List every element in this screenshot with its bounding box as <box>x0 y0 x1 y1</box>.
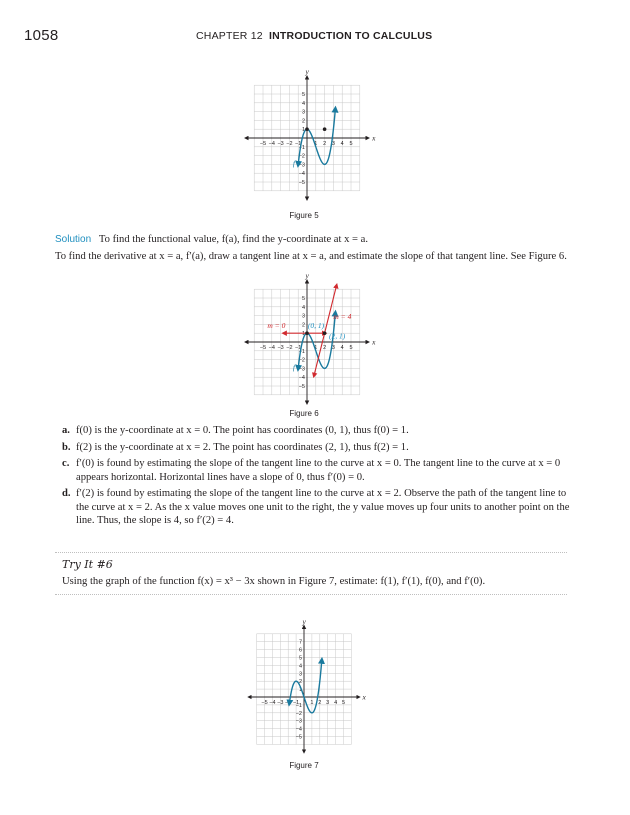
y-tick-label: −5 <box>295 734 302 741</box>
x-tick-label: −4 <box>268 345 275 351</box>
x-tick-label: −3 <box>277 700 284 706</box>
y-axis-label: y <box>302 616 306 626</box>
curve-label-f: f <box>292 363 296 373</box>
y-tick-label: 2 <box>301 322 305 329</box>
try-it-text: Using the graph of the function f(x) = x³ − 3x shown in Figure 7, estimate: f(1), f′(1), f(0), and f′(0). <box>62 576 486 587</box>
figure-5-graph <box>232 62 382 210</box>
y-tick-label: −2 <box>295 710 302 717</box>
x-tick-label: 2 <box>323 345 327 351</box>
x-tick-label: −3 <box>277 345 284 351</box>
y-tick-label: 3 <box>301 109 305 116</box>
x-tick-label: 1 <box>314 345 318 351</box>
y-axis-label: y <box>305 271 309 281</box>
x-tick-label: −3 <box>277 141 284 147</box>
y-tick-label: −3 <box>298 366 305 373</box>
figure-6-caption: Figure 6 <box>289 409 319 418</box>
y-tick-label: −3 <box>295 718 302 725</box>
point-2-1 <box>323 331 327 335</box>
try-it-bottom-rule <box>55 594 567 595</box>
y-tick-label: −5 <box>298 384 305 390</box>
item-text: f′(0) is found by estimating the slope of the tangent line to the curve at x = 0. The tangent line to the curve at x = 0 appears horizontal. Horizontal lines have a slope of 0, thus f′(0) = 0. <box>76 458 561 483</box>
y-tick-label: −4 <box>298 171 305 178</box>
y-tick-label: 2 <box>301 118 305 125</box>
y-tick-label: −4 <box>298 375 305 382</box>
y-tick-label: 1 <box>301 331 305 338</box>
y-tick-label: −2 <box>298 357 305 364</box>
x-tick-label: −4 <box>269 700 276 706</box>
list-item <box>62 457 572 484</box>
x-tick-label: −2 <box>286 141 293 147</box>
list-item <box>62 487 572 528</box>
x-tick-label: 4 <box>340 345 344 351</box>
item-label: a. <box>62 425 70 436</box>
y-tick-label: −1 <box>298 144 305 151</box>
y-axis-label: y <box>305 67 309 77</box>
x-tick-label: −1 <box>295 345 302 351</box>
point-label-0-1: (0, 1) <box>307 320 325 330</box>
try-it-title: Try It #6 <box>62 558 113 571</box>
point-2-1 <box>323 127 327 131</box>
y-tick-label: 5 <box>301 92 305 98</box>
x-tick-label: −5 <box>259 141 267 147</box>
list-item <box>62 424 572 438</box>
figure-7-caption: Figure 7 <box>289 761 319 770</box>
x-axis-label: x <box>362 692 366 702</box>
x-tick-label: −1 <box>295 141 302 147</box>
x-tick-label: 5 <box>349 345 353 351</box>
item-label: d. <box>62 488 71 499</box>
x-axis-label: x <box>372 337 376 347</box>
chapter-title: INTRODUCTION TO CALCULUS <box>269 30 433 42</box>
item-label: c. <box>62 458 70 469</box>
chapter-number: CHAPTER 12 <box>196 30 263 42</box>
y-tick-label: 4 <box>301 100 305 107</box>
y-tick-label: 4 <box>298 663 302 670</box>
figure-7-graph <box>232 612 382 760</box>
item-label: b. <box>62 441 71 453</box>
x-tick-label: 5 <box>349 141 353 147</box>
item-text: f′(2) is found by estimating the slope of the tangent line to the curve at x = 2. Observe the path of the tangent line to the curve at x = 2. As the x value moves one unit to the right, the y value moves up four units to another point on the line. Thus, the slope is 4, so f′(2) = 4. <box>76 488 570 526</box>
x-tick-label: 4 <box>340 141 344 147</box>
solution-paragraph <box>55 233 575 247</box>
x-axis-label: x <box>372 133 376 143</box>
x-tick-label: 5 <box>341 700 346 706</box>
solution-label: Solution <box>55 234 92 245</box>
x-tick-label: −5 <box>259 345 267 351</box>
y-tick-label: −4 <box>295 726 302 733</box>
figure-6-graph <box>232 266 382 408</box>
point-label-2-1: (2, 1) <box>329 331 346 341</box>
derivative-paragraph: To find the derivative at x = a, f′(a), draw a tangent line at x = a, and estimate the slope of that tangent line. See Figure 6. <box>55 251 567 262</box>
y-tick-label: −2 <box>298 153 305 160</box>
slope-label-m0: m = 0 <box>267 320 286 330</box>
x-tick-label: −4 <box>268 141 275 147</box>
answer-list <box>62 424 572 531</box>
page-number: 1058 <box>24 27 59 44</box>
slope-label-m4: m = 4 <box>333 312 352 322</box>
x-tick-label: 1 <box>310 700 314 706</box>
item-text: f(2) is the y-coordinate at x = 2. The point has coordinates (2, 1), thus f(2) = 1. <box>76 441 409 453</box>
y-tick-label: 7 <box>298 639 302 646</box>
x-tick-label: 1 <box>314 141 318 147</box>
y-tick-label: −5 <box>298 180 305 186</box>
y-tick-label: 1 <box>298 687 302 694</box>
y-tick-label: −1 <box>298 348 305 355</box>
x-tick-label: 3 <box>326 700 330 706</box>
y-tick-label: −1 <box>295 702 302 709</box>
figure-5-caption: Figure 5 <box>289 211 319 220</box>
y-tick-label: 3 <box>301 313 305 320</box>
list-item <box>62 441 572 455</box>
x-tick-label: 2 <box>318 700 322 706</box>
y-tick-label: −3 <box>298 162 305 169</box>
point-0-1 <box>305 127 309 131</box>
x-tick-label: −1 <box>292 700 300 706</box>
y-tick-label: 5 <box>301 296 305 302</box>
point-0-1 <box>305 331 309 335</box>
curve-label-f: f <box>292 159 296 169</box>
y-tick-label: 2 <box>298 679 302 686</box>
solution-text: To find the functional value, f(a), find the y-coordinate at x = a. <box>98 234 369 245</box>
x-tick-label: 3 <box>331 345 335 351</box>
x-tick-label: 3 <box>331 141 335 147</box>
y-tick-label: 1 <box>301 127 305 134</box>
x-tick-label: −2 <box>286 345 293 351</box>
chapter-heading <box>196 30 432 42</box>
item-text: f(0) is the y-coordinate at x = 0. The point has coordinates (0, 1), thus f(0) = 1. <box>76 425 409 436</box>
y-tick-label: 4 <box>301 304 305 311</box>
x-tick-label: 2 <box>323 141 327 147</box>
y-tick-label: 6 <box>298 647 302 654</box>
x-tick-label: −2 <box>285 700 292 706</box>
x-tick-label: −5 <box>261 700 268 706</box>
y-tick-label: 5 <box>298 655 302 662</box>
y-tick-label: 3 <box>298 671 302 678</box>
x-tick-label: 4 <box>334 700 338 706</box>
try-it-top-rule <box>55 552 567 553</box>
